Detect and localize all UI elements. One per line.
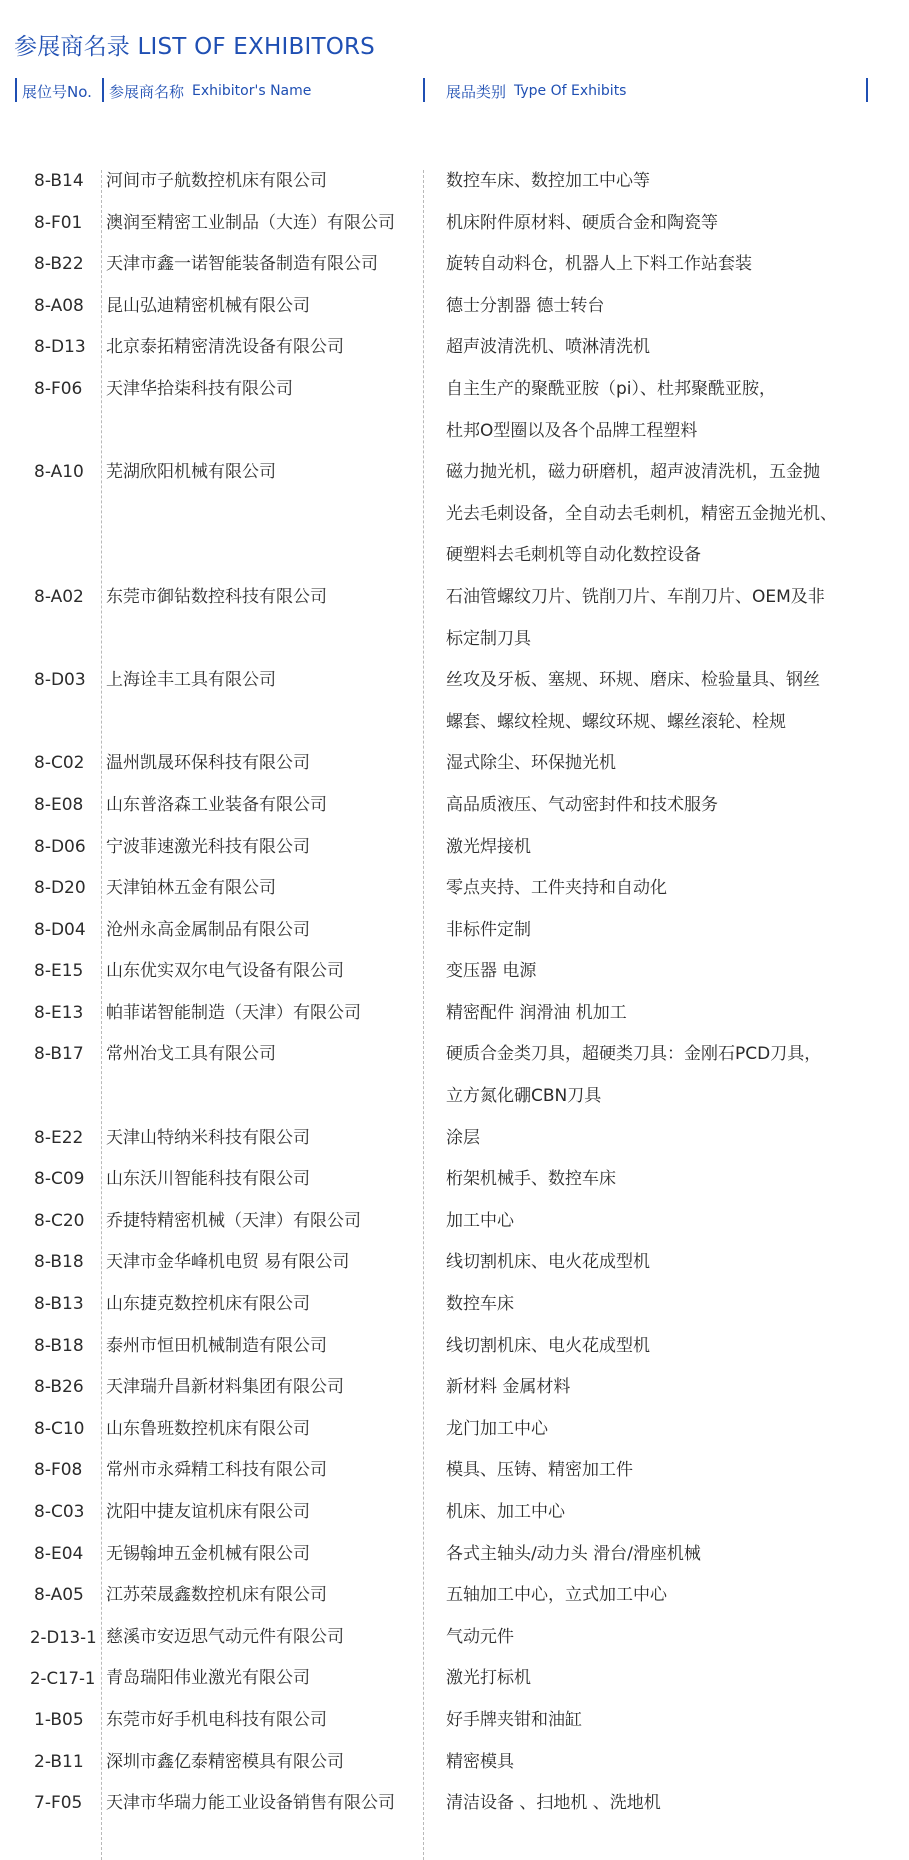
exhibitor-row <box>0 827 909 869</box>
exhibit-type-line: 标定制刀具 <box>446 628 531 649</box>
exhibitor-name: 常州冶戈工具有限公司 <box>106 1044 276 1065</box>
exhibitor-name: 温州凯晟环保科技有限公司 <box>106 753 310 774</box>
exhibit-type-line: 五轴加工中心，立式加工中心 <box>446 1585 667 1606</box>
booth-number: 8-D03 <box>34 670 86 691</box>
exhibitor-row <box>0 1783 909 1825</box>
exhibitor-row <box>0 868 909 910</box>
exhibitor-row <box>0 1492 909 1534</box>
exhibit-type <box>446 244 752 286</box>
header-name <box>109 78 311 104</box>
exhibitor-name: 山东优实双尔电气设备有限公司 <box>106 961 344 982</box>
exhibit-type-line: 高品质液压、气动密封件和技术服务 <box>446 794 718 815</box>
booth-number: 8-F06 <box>34 378 83 399</box>
booth-number: 2-B11 <box>34 1751 84 1772</box>
page-title: 参展商名录 LIST OF EXHIBITORS <box>14 34 375 60</box>
exhibit-type-line: 光去毛刺设备，全自动去毛刺机，精密五金抛光机、 <box>446 503 837 524</box>
exhibitor-name: 沈阳中捷友谊机床有限公司 <box>106 1502 310 1523</box>
exhibit-type-line: 各式主轴头/动力头 滑台/滑座机械 <box>446 1543 701 1564</box>
exhibit-type <box>446 1284 514 1326</box>
exhibit-type <box>446 1450 633 1492</box>
exhibitor-row <box>0 1034 909 1117</box>
exhibit-type-line: 数控车床、数控加工中心等 <box>446 171 650 191</box>
exhibit-type <box>446 660 820 743</box>
exhibit-type-line: 激光焊接机 <box>446 836 531 857</box>
exhibit-type <box>446 1575 667 1617</box>
header-type-en: Type Of Exhibits <box>514 83 627 99</box>
exhibitor-name: 东莞市御钻数控科技有限公司 <box>106 586 327 607</box>
booth-number: 8-B26 <box>34 1377 84 1398</box>
exhibit-type-line: 螺套、螺纹栓规、螺纹环规、螺丝滚轮、栓规 <box>446 711 786 732</box>
booth-number: 1-B05 <box>34 1709 84 1730</box>
exhibitor-row <box>0 369 909 452</box>
exhibitor-name: 江苏荣晟鑫数控机床有限公司 <box>106 1585 327 1606</box>
exhibitor-row <box>0 203 909 245</box>
exhibit-type <box>446 1742 514 1784</box>
booth-number: 8-B13 <box>34 1294 84 1315</box>
exhibitor-name: 山东捷克数控机床有限公司 <box>106 1294 310 1315</box>
exhibitor-row <box>0 1326 909 1368</box>
exhibitor-row <box>0 993 909 1035</box>
exhibitor-name: 天津市鑫一诺智能装备制造有限公司 <box>106 254 378 275</box>
exhibitor-row <box>0 244 909 286</box>
exhibit-type <box>446 1242 650 1284</box>
exhibitor-name: 泰州市恒田机械制造有限公司 <box>106 1335 327 1356</box>
exhibitor-name: 无锡翰坤五金机械有限公司 <box>106 1543 310 1564</box>
booth-number: 8-B22 <box>34 254 84 275</box>
booth-number: 8-A08 <box>34 295 84 316</box>
booth-number: 8-B17 <box>34 1044 84 1065</box>
booth-number: 8-D04 <box>34 919 86 940</box>
exhibitor-name: 青岛瑞阳伟业激光有限公司 <box>106 1668 310 1689</box>
exhibit-type-line: 数控车床 <box>446 1294 514 1315</box>
exhibitor-row <box>0 1242 909 1284</box>
exhibitor-list <box>0 161 909 1825</box>
exhibit-type <box>446 286 604 328</box>
exhibitor-row <box>0 452 909 577</box>
exhibitor-name: 天津市华瑞力能工业设备销售有限公司 <box>106 1793 395 1814</box>
booth-number: 8-E13 <box>34 1002 84 1023</box>
exhibitor-row <box>0 1409 909 1451</box>
exhibitor-row <box>0 743 909 785</box>
exhibit-type <box>446 1118 480 1160</box>
exhibitor-row <box>0 1367 909 1409</box>
exhibit-type-line: 线切割机床、电火花成型机 <box>446 1335 650 1356</box>
booth-number: 8-A02 <box>34 586 84 607</box>
header-name-cn: 参展商名称 <box>109 82 185 101</box>
exhibit-type-line: 变压器 电源 <box>446 961 537 982</box>
exhibit-type-line: 杜邦O型圈以及各个品牌工程塑料 <box>446 420 698 441</box>
exhibit-type-line: 德士分割器 德士转台 <box>446 295 605 316</box>
exhibitor-name: 河间市子航数控机床有限公司 <box>106 171 327 191</box>
exhibit-type-line: 精密配件 润滑油 机加工 <box>446 1002 627 1023</box>
exhibit-type-line: 精密模具 <box>446 1751 514 1772</box>
header-type-cn: 展品类别 <box>446 82 507 101</box>
exhibitor-name: 山东鲁班数控机床有限公司 <box>106 1418 310 1439</box>
exhibit-type <box>446 827 531 869</box>
exhibit-type <box>446 1534 701 1576</box>
exhibit-type <box>446 203 718 245</box>
exhibit-type <box>446 951 536 993</box>
booth-number: 7-F05 <box>34 1793 83 1814</box>
exhibitor-name: 昆山弘迪精密机械有限公司 <box>106 295 310 316</box>
exhibitor-row <box>0 1118 909 1160</box>
exhibitor-row <box>0 1159 909 1201</box>
exhibit-type <box>446 369 776 452</box>
exhibit-type-line: 龙门加工中心 <box>446 1418 548 1439</box>
exhibit-type-line: 立方氮化硼CBN刀具 <box>446 1086 602 1107</box>
booth-number: 8-E04 <box>34 1543 84 1564</box>
booth-number: 8-F01 <box>34 212 83 233</box>
header-booth-label: 展位号No. <box>22 82 92 101</box>
exhibit-type-line: 线切割机床、电火花成型机 <box>446 1252 650 1273</box>
booth-number: 8-C02 <box>34 753 85 774</box>
exhibitor-row <box>0 1284 909 1326</box>
exhibitor-row <box>0 785 909 827</box>
exhibitor-name: 芜湖欣阳机械有限公司 <box>106 462 276 483</box>
exhibit-type <box>446 577 825 660</box>
booth-number: 8-D06 <box>34 836 86 857</box>
booth-number: 8-C09 <box>34 1169 85 1190</box>
exhibit-type-line: 桁架机械手、数控车床 <box>446 1169 616 1190</box>
exhibit-type-line: 清洁设备 、扫地机 、洗地机 <box>446 1793 661 1814</box>
exhibit-type-line: 硬质合金类刀具，超硬类刀具：金刚石PCD刀具， <box>446 1044 822 1065</box>
exhibitor-row <box>0 1742 909 1784</box>
booth-number: 8-C10 <box>34 1418 85 1439</box>
exhibitor-row <box>0 1575 909 1617</box>
booth-number: 2-C17-1 <box>30 1669 96 1689</box>
exhibit-type-line: 自主生产的聚酰亚胺（pi）、杜邦聚酰亚胺， <box>446 378 777 399</box>
exhibit-type-line: 气动元件 <box>446 1626 514 1647</box>
exhibitor-name: 北京泰拓精密清洗设备有限公司 <box>106 337 344 358</box>
exhibitor-name: 天津华拾柒科技有限公司 <box>106 378 293 399</box>
booth-number: 8-E15 <box>34 961 84 982</box>
exhibitor-name: 天津瑞升昌新材料集团有限公司 <box>106 1377 344 1398</box>
exhibit-type-line: 加工中心 <box>446 1210 514 1231</box>
exhibit-type <box>446 327 650 369</box>
exhibit-type-line: 激光打标机 <box>446 1668 531 1689</box>
exhibitor-row <box>0 660 909 743</box>
exhibitor-name: 常州市永舜精工科技有限公司 <box>106 1460 327 1481</box>
exhibitor-row <box>0 951 909 993</box>
exhibit-type <box>446 1617 514 1659</box>
exhibit-type-line: 硬塑料去毛刺机等自动化数控设备 <box>446 545 701 566</box>
exhibitor-name: 沧州永高金属制品有限公司 <box>106 919 310 940</box>
exhibit-type <box>446 1492 565 1534</box>
exhibitor-row <box>0 910 909 952</box>
exhibitor-row <box>0 161 909 203</box>
exhibit-type-line: 新材料 金属材料 <box>446 1377 571 1398</box>
exhibit-type <box>446 910 531 952</box>
exhibitor-name: 天津市金华峰机电贸 易有限公司 <box>106 1252 350 1273</box>
exhibit-type-line: 零点夹持、工件夹持和自动化 <box>446 878 667 899</box>
booth-number: 8-A05 <box>34 1585 84 1606</box>
exhibit-type <box>446 1201 514 1243</box>
exhibitor-name: 天津铂林五金有限公司 <box>106 878 276 899</box>
exhibit-type-line: 模具、压铸、精密加工件 <box>446 1460 633 1481</box>
exhibit-type-line: 好手牌夹钳和油缸 <box>446 1709 582 1730</box>
exhibitor-row <box>0 286 909 328</box>
exhibit-type <box>446 1409 548 1451</box>
exhibitor-name: 山东普洛森工业装备有限公司 <box>106 794 327 815</box>
exhibitor-row <box>0 327 909 369</box>
exhibitor-row <box>0 1534 909 1576</box>
exhibitor-row <box>0 1450 909 1492</box>
header-divider-right <box>866 78 868 102</box>
exhibit-type <box>446 1700 582 1742</box>
exhibit-type-line: 涂层 <box>446 1127 480 1148</box>
exhibitor-name: 山东沃川智能科技有限公司 <box>106 1169 310 1190</box>
exhibit-type <box>446 1326 650 1368</box>
header-divider-mid-1 <box>102 78 104 102</box>
exhibitor-row <box>0 1617 909 1659</box>
exhibitor-name: 慈溪市安迈思气动元件有限公司 <box>106 1626 344 1647</box>
exhibit-type <box>446 1783 661 1825</box>
header-divider-left <box>15 78 17 102</box>
exhibit-type <box>446 161 650 203</box>
exhibit-type-line: 超声波清洗机、喷淋清洗机 <box>446 337 650 358</box>
header-type <box>446 78 626 104</box>
exhibit-type <box>446 1367 570 1409</box>
exhibit-type-line: 磁力抛光机，磁力研磨机，超声波清洗机，五金抛 <box>446 462 820 483</box>
exhibitor-row <box>0 1201 909 1243</box>
booth-number: 8-A10 <box>34 462 84 483</box>
exhibitor-name: 天津山特纳米科技有限公司 <box>106 1127 310 1148</box>
exhibit-type <box>446 1159 616 1201</box>
booth-number: 8-B14 <box>34 171 84 191</box>
exhibitor-name: 澳润至精密工业制品（大连）有限公司 <box>106 212 395 233</box>
booth-number: 8-C20 <box>34 1210 85 1231</box>
header-booth <box>22 78 92 104</box>
exhibitor-row <box>0 577 909 660</box>
exhibit-type-line: 湿式除尘、环保抛光机 <box>446 753 616 774</box>
booth-number: 8-B18 <box>34 1252 84 1273</box>
exhibitor-name: 帕菲诺智能制造（天津）有限公司 <box>106 1002 361 1023</box>
exhibit-type <box>446 743 616 785</box>
exhibitor-name: 深圳市鑫亿泰精密模具有限公司 <box>106 1751 344 1772</box>
booth-number: 8-D20 <box>34 878 86 899</box>
exhibitor-row <box>0 1700 909 1742</box>
exhibitor-name: 东莞市好手机电科技有限公司 <box>106 1709 327 1730</box>
exhibit-type <box>446 1034 821 1117</box>
booth-number: 8-E22 <box>34 1127 84 1148</box>
exhibit-type <box>446 452 837 577</box>
header-divider-mid-2 <box>423 78 425 102</box>
booth-number: 8-B18 <box>34 1335 84 1356</box>
booth-number: 8-E08 <box>34 794 84 815</box>
booth-number: 8-C03 <box>34 1502 85 1523</box>
exhibit-type-line: 非标件定制 <box>446 919 531 940</box>
exhibitor-name: 上海诠丰工具有限公司 <box>106 670 276 691</box>
booth-number: 2-D13-1 <box>30 1627 97 1647</box>
booth-number: 8-D13 <box>34 337 86 358</box>
exhibit-type-line: 旋转自动料仓，机器人上下料工作站套装 <box>446 254 752 275</box>
exhibit-type <box>446 868 667 910</box>
exhibit-type <box>446 785 718 827</box>
exhibit-type-line: 机床附件原材料、硬质合金和陶瓷等 <box>446 212 718 233</box>
exhibit-type <box>446 993 627 1035</box>
exhibitor-name: 乔捷特精密机械（天津）有限公司 <box>106 1210 361 1231</box>
header-name-en: Exhibitor's Name <box>192 83 312 99</box>
exhibitor-name: 宁波菲速激光科技有限公司 <box>106 836 310 857</box>
exhibit-type-line: 石油管螺纹刀片、铣削刀片、车削刀片、OEM及非 <box>446 586 825 607</box>
exhibitor-row <box>0 1658 909 1700</box>
exhibit-type-line: 丝攻及牙板、塞规、环规、磨床、检验量具、钢丝 <box>446 670 820 691</box>
booth-number: 8-F08 <box>34 1460 83 1481</box>
exhibit-type-line: 机床、加工中心 <box>446 1502 565 1523</box>
exhibit-type <box>446 1658 531 1700</box>
